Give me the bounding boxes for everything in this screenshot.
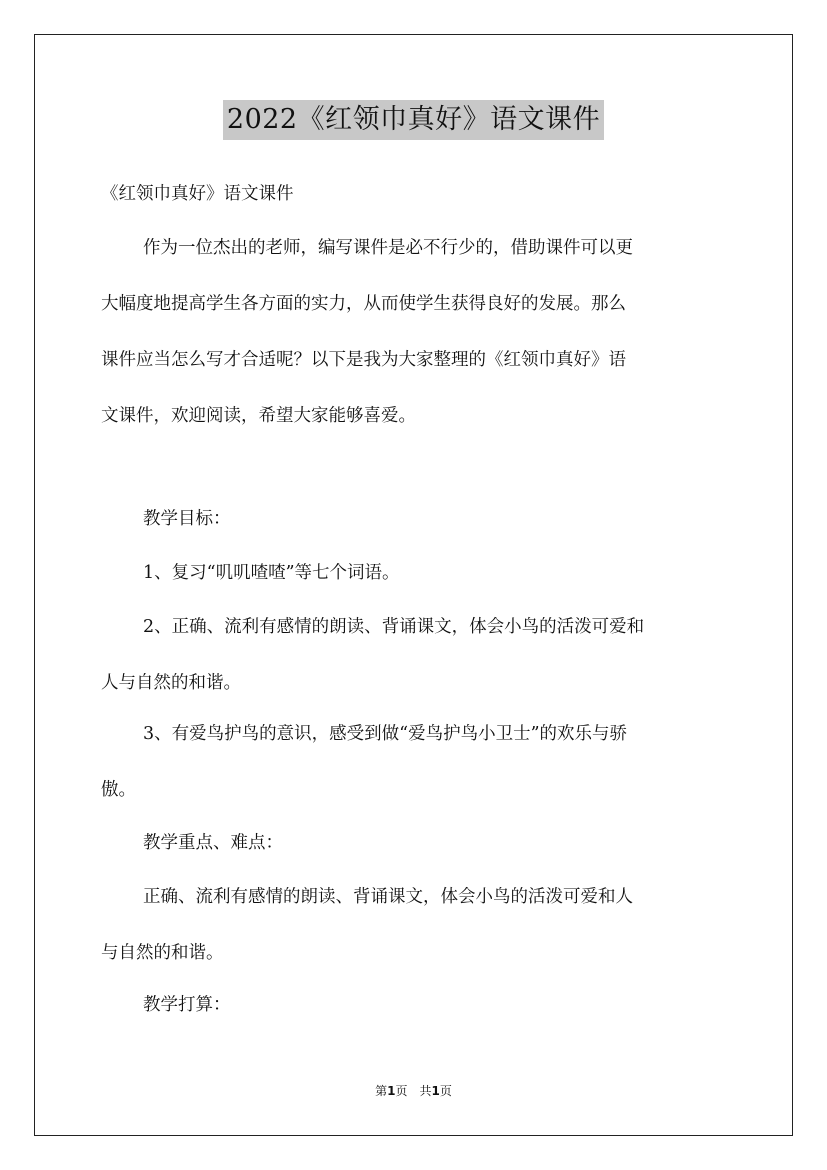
intro-line-1: 作为一位杰出的老师，编写课件是必不行少的，借助课件可以更 [143,238,633,258]
goals-heading: 教学目标： [143,509,231,529]
footer-page-total: 1 [431,1084,440,1098]
goal-2-line-1: 2、正确、流利有感情的朗读、背诵课文，体会小鸟的活泼可爱和 [143,617,645,637]
footer-mid: 页 共 [395,1084,432,1098]
document-title [0,100,827,140]
key-heading: 教学重点、难点： [143,833,283,853]
goal-2 [101,599,728,711]
intro-paragraph [101,220,728,444]
goal-1: 1、复习“叽叽喳喳”等七个词语。 [143,563,400,583]
intro-line-4: 文课件，欢迎阅读，希望大家能够喜爱。 [101,406,416,426]
goal-3-line-1: 3、有爱鸟护鸟的意识，感受到做“爱鸟护鸟小卫士”的欢乐与骄 [143,724,628,744]
footer-suffix: 页 [439,1084,452,1098]
intro-line-3: 课件应当怎么写才合适呢？以下是我为大家整理的《红领巾真好》语 [101,350,626,370]
document-title-text: 2022《红领巾真好》语文课件 [223,100,604,140]
intro-line-2: 大幅度地提高学生各方面的实力，从而使学生获得良好的发展。那么 [101,294,626,314]
footer-prefix: 第 [375,1084,388,1098]
key-line-1: 正确、流利有感情的朗读、背诵课文，体会小鸟的活泼可爱和人 [143,887,633,907]
goal-3 [101,706,728,818]
goal-2-line-2: 人与自然的和谐。 [101,673,241,693]
footer-page-current: 1 [387,1084,396,1098]
plan-heading: 教学打算： [143,995,231,1015]
key-paragraph [101,869,728,981]
goal-3-line-2: 傲。 [101,780,136,800]
key-line-2: 与自然的和谐。 [101,943,224,963]
document-subtitle: 《红领巾真好》语文课件 [101,184,294,204]
page-footer [0,1082,827,1100]
